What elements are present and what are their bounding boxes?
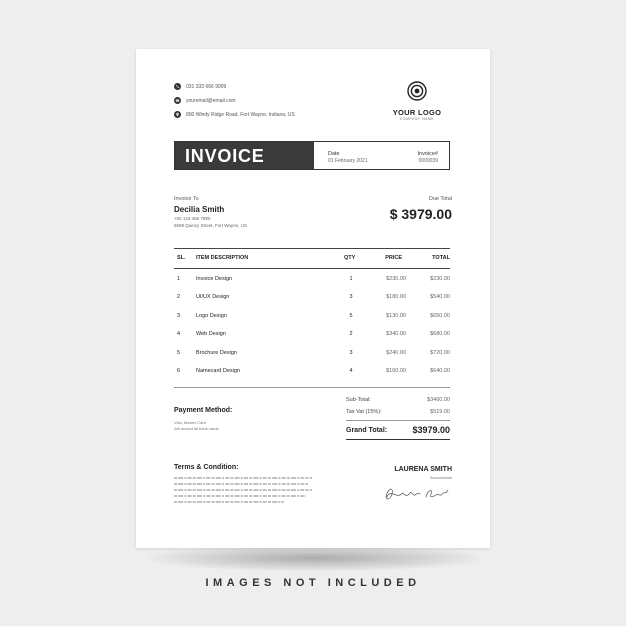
footer-note: IMAGES NOT INCLUDED — [205, 577, 421, 589]
table-row — [174, 313, 450, 323]
payment-line-1: Visa, Master Card — [174, 420, 206, 425]
client-address: 6599 Quincy Street, Fort Wayne, US — [174, 223, 247, 228]
row-description: Web Design — [196, 331, 226, 337]
contact-email-text: youremail@email.com — [186, 97, 236, 104]
email-icon — [174, 97, 181, 104]
invoice-paper — [136, 49, 490, 548]
invoice-to-label: Invoice To — [174, 196, 199, 202]
grand-total-rule — [346, 439, 450, 440]
row-qty: 3 — [349, 350, 353, 356]
row-price: $160.00 — [386, 368, 406, 374]
row-total: $650.00 — [430, 313, 450, 319]
signatory-role: Accountants — [429, 475, 452, 480]
due-total-amount: $ 3979.00 — [389, 206, 452, 222]
row-number: 3 — [177, 313, 181, 319]
row-number: 6 — [177, 368, 181, 374]
contact-address — [174, 111, 295, 118]
row-number: 4 — [177, 331, 181, 337]
logo-icon — [407, 81, 427, 101]
table-header-rule — [174, 268, 450, 269]
company-logo — [382, 81, 452, 121]
header-description: ITEM DESCRIPTION — [196, 255, 249, 261]
row-number: 2 — [177, 294, 181, 300]
row-qty: 4 — [349, 368, 353, 374]
contact-email — [174, 97, 236, 104]
row-total: $540.00 — [430, 294, 450, 300]
row-qty: 5 — [349, 313, 353, 319]
invoice-banner — [174, 141, 450, 170]
table-bottom-rule — [174, 387, 450, 388]
date-value: 01 February 2021 — [328, 158, 368, 164]
grand-total-row — [346, 427, 450, 434]
row-description: Namecard Design — [196, 368, 241, 374]
row-total: $680.00 — [430, 331, 450, 337]
terms-placeholder-text — [174, 476, 314, 504]
table-header — [174, 255, 450, 265]
table-row — [174, 331, 450, 341]
invoice-number-value: 0000039 — [418, 158, 438, 164]
payment-method-title: Payment Method: — [174, 407, 233, 414]
row-description: Logo Design — [196, 313, 227, 319]
contact-phone — [174, 83, 226, 90]
row-qty: 2 — [349, 331, 353, 337]
row-price: $340.00 — [386, 331, 406, 337]
tax-label: Tax Vat (15%): — [346, 409, 382, 415]
row-qty: 1 — [349, 276, 353, 282]
row-qty: 3 — [349, 294, 353, 300]
row-total: $640.00 — [430, 368, 450, 374]
signature-scribble — [382, 485, 454, 503]
row-number: 1 — [177, 276, 181, 282]
row-price: $240.00 — [386, 350, 406, 356]
row-description: UI/UX Design — [196, 294, 230, 300]
row-total: $230.00 — [430, 276, 450, 282]
contact-phone-text: 031 333 666 9999 — [186, 83, 227, 90]
header-qty: QTY — [344, 255, 356, 261]
row-total: $720.00 — [430, 350, 450, 356]
row-description: Brochure Design — [196, 350, 237, 356]
tax-row — [346, 409, 450, 415]
client-name: Decilia Smith — [174, 205, 225, 214]
logo-name: YOUR LOGO — [392, 108, 442, 117]
signatory-name: LAURENA SMITH — [394, 466, 452, 473]
terms-title: Terms & Condition: — [174, 464, 239, 471]
row-number: 5 — [177, 350, 181, 356]
header-sl: SL. — [177, 255, 186, 261]
table-top-rule — [174, 248, 450, 249]
location-icon — [174, 111, 181, 118]
subtotal-row — [346, 397, 450, 403]
row-price: $180.00 — [386, 294, 406, 300]
row-price: $230.00 — [386, 276, 406, 282]
contact-address-text: 800 Windy Ridge Road, Fort Wayne, Indiana, US — [186, 111, 295, 118]
grand-total-value: $3979.00 — [412, 425, 450, 435]
grand-total-label: Grand Total: — [346, 427, 388, 434]
logo-tagline: COMPANY NAME — [399, 117, 435, 121]
table-row — [174, 368, 450, 378]
summary-rule — [346, 420, 450, 421]
table-row — [174, 350, 450, 360]
subtotal-label: Sub-Total: — [346, 397, 371, 403]
header-price: PRICE — [385, 255, 402, 261]
due-total-label: Due Total — [428, 196, 452, 202]
payment-line-2: We accept all bank cards — [174, 426, 219, 431]
table-row — [174, 294, 450, 304]
client-phone: +00 123 456 7890 — [174, 216, 211, 221]
invoice-number-label: Invoice# — [417, 151, 438, 157]
table-row — [174, 276, 450, 286]
tax-value: $519.00 — [430, 409, 450, 415]
date-label: Date — [328, 151, 340, 157]
row-description: Invoice Design — [196, 276, 233, 282]
paper-shadow — [150, 545, 480, 571]
subtotal-value: $3460.00 — [427, 397, 450, 403]
header-total: TOTAL — [432, 255, 450, 261]
phone-icon — [174, 83, 181, 90]
invoice-title: INVOICE — [175, 142, 314, 169]
row-price: $130.00 — [386, 313, 406, 319]
